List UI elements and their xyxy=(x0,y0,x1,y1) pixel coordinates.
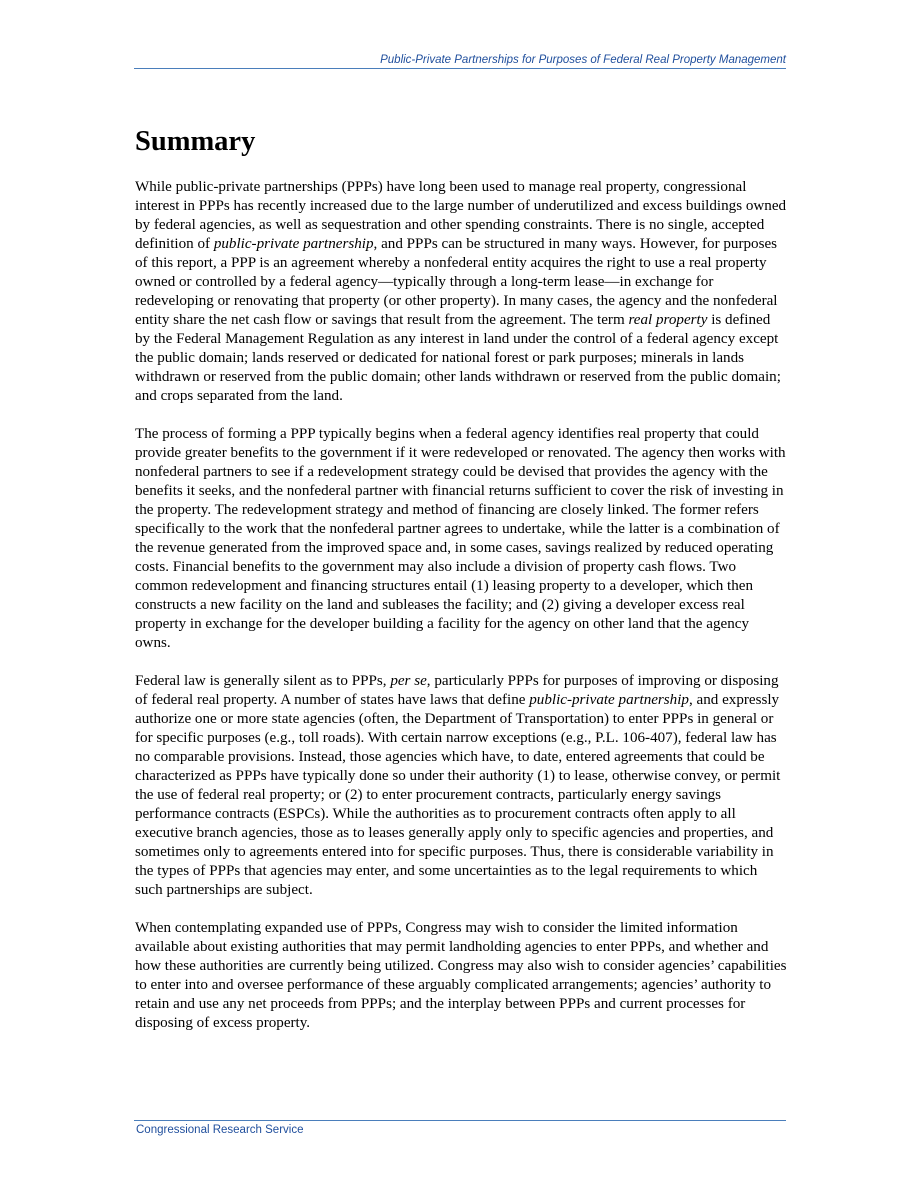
text-run: Federal law is generally silent as to PPPs, xyxy=(135,673,391,689)
italic-term: public-private partnership xyxy=(529,692,689,708)
italic-term: public-private partnership xyxy=(213,236,374,252)
section-title: Summary xyxy=(135,126,256,157)
text-run: When contemplating expanded use of PPPs, Congress may wish to consider the limited information available about existing authorities that may permit landholding agencies to enter PPPs, and whether and how these authorities are currently being utilized. Congress may also wish to consider agencies’ capabilities to enter into and oversee performance of these arguably complicated arrangements; agencies’ authority to retain and use any net proceeds from PPPs; and the interplay between PPPs and current processes for disposing of excess property. xyxy=(135,920,787,1031)
footer-rule xyxy=(134,1120,786,1121)
paragraph-3 xyxy=(135,672,787,900)
running-footer: Congressional Research Service xyxy=(136,1124,304,1136)
header-rule xyxy=(134,68,786,69)
paragraph-1 xyxy=(135,178,787,406)
text-run: is defined by the Federal Management Regulation as any interest in land under the control of a federal agency except the public domain; lands reserved or dedicated for national forest or park purposes; minerals in lands withdrawn or reserved from the public domain; other lands withdrawn or reserved from the public domain; and crops separated from the land. xyxy=(135,312,781,404)
running-header: Public-Private Partnerships for Purposes of Federal Real Property Management xyxy=(380,54,786,66)
paragraph-2 xyxy=(135,425,787,653)
text-run: , and PPPs can be structured in many ways. However, for purposes of this report, a PPP is an agreement whereby a nonfederal entity acquires the right to use a real property owned or controlled by a federal agency—typically through a long-term lease—in exchange for redeveloping or renovating that property (or other property). In many cases, the agency and the nonfederal entity share the net cash flow or savings that result from the agreement. The term xyxy=(135,236,778,328)
text-run: , and expressly authorize one or more state agencies (often, the Department of Transportation) to enter PPPs in general or for specific purposes (e.g., toll roads). With certain narrow exceptions (e.g., P.L. 106-407), federal law has no comparable provisions. Instead, those agencies which have, to date, entered agreements that could be characterized as PPPs have typically done so under their authority (1) to lease, otherwise convey, or permit the use of federal real property; or (2) to enter procurement contracts, particularly energy savings performance contracts (ESPCs). While the authorities as to procurement contracts often apply to all executive branch agencies, those as to leases generally apply only to specific agencies and properties, and sometimes only to agreements entered into for specific purposes. Thus, there is considerable variability in the types of PPPs that agencies may enter, and some uncertainties as to the legal requirements to which such partnerships are subject. xyxy=(135,692,781,898)
text-run: While public-private partnerships (PPPs) have long been used to manage real property, congressional interest in PPPs has recently increased due to the large number of underutilized and excess buildings owned by federal agencies, as well as sequestration and other spending constraints. There is no single, accepted definition of xyxy=(135,179,787,252)
paragraph-4 xyxy=(135,919,787,1033)
text-run: , particularly PPPs for purposes of improving or disposing of federal real property. A number of states have laws that define xyxy=(135,673,779,708)
text-run: The process of forming a PPP typically begins when a federal agency identifies real property that could provide greater benefits to the government if it were redeveloped or renovated. The agency then works with nonfederal partners to see if a redevelopment strategy could be devised that provides the agency with the benefits it seeks, and the nonfederal partner with financial returns sufficient to cover the risk of investing in the property. The redevelopment strategy and method of financing are closely linked. The former refers specifically to the work that the nonfederal partner agrees to undertake, while the latter is a combination of the revenue generated from the improved space and, in some cases, savings realized by reduced operating costs. Financial benefits to the government may also include a division of property cash flows. Two common redevelopment and financing structures entail (1) leasing property to a developer, which then constructs a new facility on the land and subleases the facility; and (2) giving a developer excess real property in exchange for the developer building a facility for the agency on other land that the agency owns. xyxy=(135,426,786,651)
italic-term: per se xyxy=(390,673,427,689)
italic-term: real property xyxy=(628,312,708,328)
summary-body xyxy=(135,178,787,1052)
